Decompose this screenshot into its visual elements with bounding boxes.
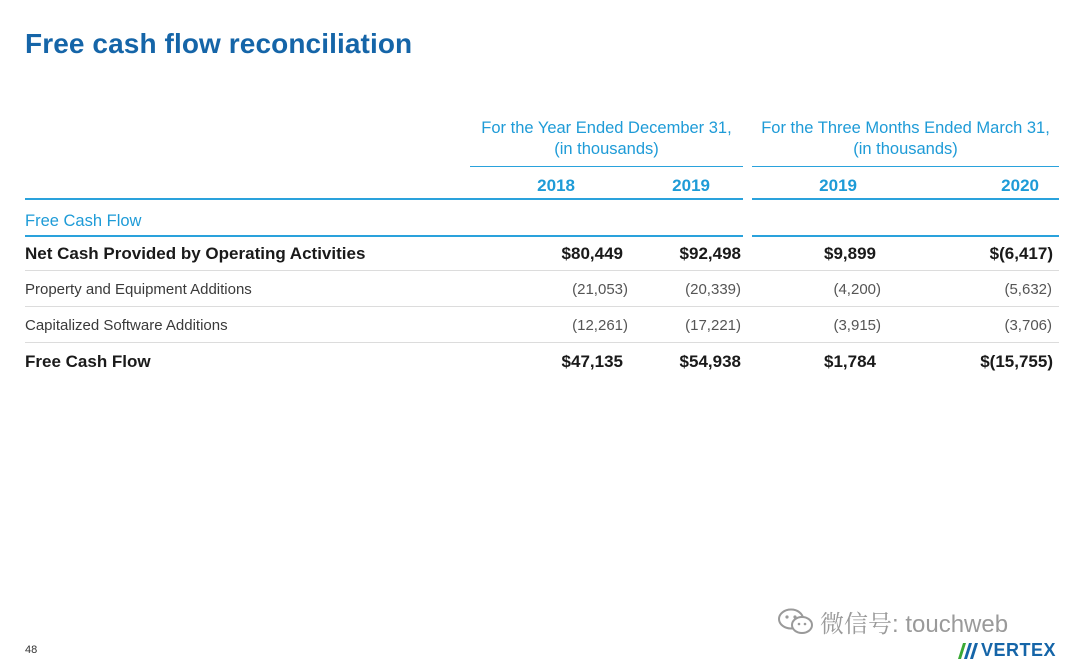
table-cell: (17,221) <box>685 317 741 334</box>
year-header: 2018 <box>537 176 575 195</box>
vertex-logo-icon <box>958 643 978 659</box>
group-header-annual-line1: For the Year Ended December 31, <box>481 119 732 137</box>
section-label: Free Cash Flow <box>25 212 142 230</box>
table-cell: (4,200) <box>833 281 881 298</box>
logo-text: VERTEX <box>981 640 1057 660</box>
table-cell: $(15,755) <box>980 352 1053 371</box>
group-header-quarterly-line1: For the Three Months Ended March 31, <box>761 119 1050 137</box>
table-cell: (3,706) <box>1004 317 1052 334</box>
watermark-text: 微信号: touchweb <box>820 611 1009 638</box>
row-label: Capitalized Software Additions <box>25 317 228 334</box>
wechat-icon <box>778 608 814 636</box>
table-cell: $1,784 <box>824 352 876 371</box>
group-header-quarterly-line2: (in thousands) <box>853 140 958 158</box>
table-cell: (12,261) <box>572 317 628 334</box>
year-header: 2020 <box>1001 176 1039 195</box>
row-divider <box>25 342 1059 343</box>
group-header-quarterly-rule <box>752 166 1059 168</box>
section-rule-left <box>25 235 743 237</box>
row-label: Free Cash Flow <box>25 352 151 371</box>
table-cell: $47,135 <box>561 352 623 371</box>
row-label: Net Cash Provided by Operating Activities <box>25 244 366 263</box>
wechat-watermark <box>778 604 1008 639</box>
table-cell: (5,632) <box>1004 281 1052 298</box>
header-rule-left <box>25 198 743 200</box>
section-rule-right <box>752 235 1059 237</box>
row-label: Property and Equipment Additions <box>25 281 252 298</box>
page-title: Free cash flow reconciliation <box>25 28 413 59</box>
table-cell: (3,915) <box>833 317 881 334</box>
table-cell: $9,899 <box>824 244 876 263</box>
group-header-annual <box>470 118 743 160</box>
year-header: 2019 <box>672 176 710 195</box>
year-header: 2019 <box>819 176 857 195</box>
table-cell: $92,498 <box>679 244 741 263</box>
table-cell: $(6,417) <box>989 244 1053 263</box>
table-cell: $54,938 <box>679 352 741 371</box>
page-number: 48 <box>25 644 38 656</box>
header-rule-right <box>752 198 1059 200</box>
vertex-logo <box>958 640 1056 661</box>
table-cell: (21,053) <box>572 281 628 298</box>
group-header-annual-rule <box>470 166 743 168</box>
row-divider <box>25 306 1059 307</box>
group-header-quarterly <box>752 118 1059 160</box>
table-cell: $80,449 <box>561 244 623 263</box>
table-cell: (20,339) <box>685 281 741 298</box>
row-divider <box>25 270 1059 271</box>
group-header-annual-line2: (in thousands) <box>554 140 659 158</box>
